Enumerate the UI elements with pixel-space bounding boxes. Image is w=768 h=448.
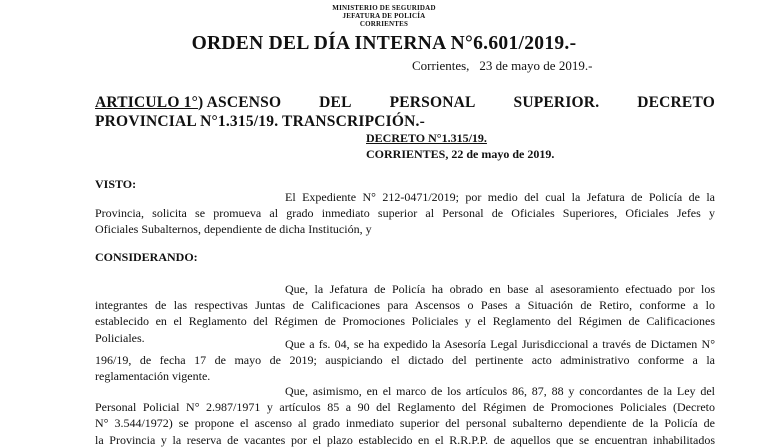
paragraph [95,383,715,448]
article-number: ARTICULO 1° [95,94,199,111]
section-visto: VISTO: [95,177,137,191]
paragraph-line: establecido en el Reglamento del Régimen de Promociones Policiales y el Reglamento del Régimen de Calificaciones [95,314,715,329]
document-place: Corrientes, [412,58,470,73]
paragraph-line: Que, la Jefatura de Policía ha obrado en base al asesoramiento efectuado por los [285,282,715,296]
article-word: DEL [319,94,352,111]
place-date [412,58,592,74]
paragraph-line: la Provincia y la reserva de vacantes por el plazo establecido en el R.R.P.P. de aquellos que se encuentran inhabilitados [95,432,715,447]
document-title: ORDEN DEL DÍA INTERNA N°6.601/2019.- [191,33,577,54]
paragraph-line: 196/19, de fecha 17 de mayo de 2019; auspiciando el dictado del pertinente acto administrativo conforme a la [95,353,715,368]
paragraph-line: Policiales. [95,330,145,345]
article-first-word [95,94,281,112]
article-heading-line2: PROVINCIAL N°1.315/19. TRANSCRIPCIÓN.- [95,113,425,130]
article-word: SUPERIOR. [513,94,600,111]
decree-number: DECRETO N°1.315/19. [366,131,487,145]
article-heading-line1 [95,94,715,112]
header-office: JEFATURA DE POLICÍA [342,12,426,20]
paragraph-line: integrantes de las respectivas Juntas de Calificaciones para Ascensos o Pases a Situación de Retiro, conforme a lo [95,298,715,313]
paragraph-line: El Expediente N° 212-0471/2019; por medio del cual la Jefatura de Policía de la [285,190,715,204]
paragraph-line: reglamentación vigente. [95,369,211,384]
paragraph-line: Que a fs. 04, se ha expedido la Asesoría Legal Jurisdiccional a través de Dictamen N° [285,337,715,351]
paragraph-line: N° 3.544/1972) se propone el ascenso al grado inmediato superior del personal subalterno dependiente de la Policía de [95,416,715,431]
article-word: DECRETO [637,94,715,111]
section-considerando: CONSIDERANDO: [95,250,198,264]
document-date: 23 de mayo de 2019.- [479,58,593,73]
paragraph-line: Oficiales Subalternos, dependiente de dicha Institución, y [95,222,372,237]
paragraph-line: Provincia, solicita se promueva al grado inmediato superior al Personal de Oficiales Superiores, Oficiales Jefes y [95,206,715,221]
article-word: ) ASCENSO [198,94,282,111]
paragraph [95,336,715,385]
header-ministry: MINISTERIO DE SEGURIDAD [332,4,436,12]
paragraph-line: Que, asimismo, en el marco de los artículos 86, 87, 88 y concordantes de la Ley del [285,384,715,398]
decree-date: CORRIENTES, 22 de mayo de 2019. [366,147,555,161]
header-city: CORRIENTES [359,20,409,28]
paragraph-line: Personal Policial N° 2.987/1971 y artículos 85 a 90 del Reglamento del Régimen de Promociones Policiales (Decreto [95,400,715,415]
article-word: PERSONAL [389,94,476,111]
paragraph [95,189,715,238]
